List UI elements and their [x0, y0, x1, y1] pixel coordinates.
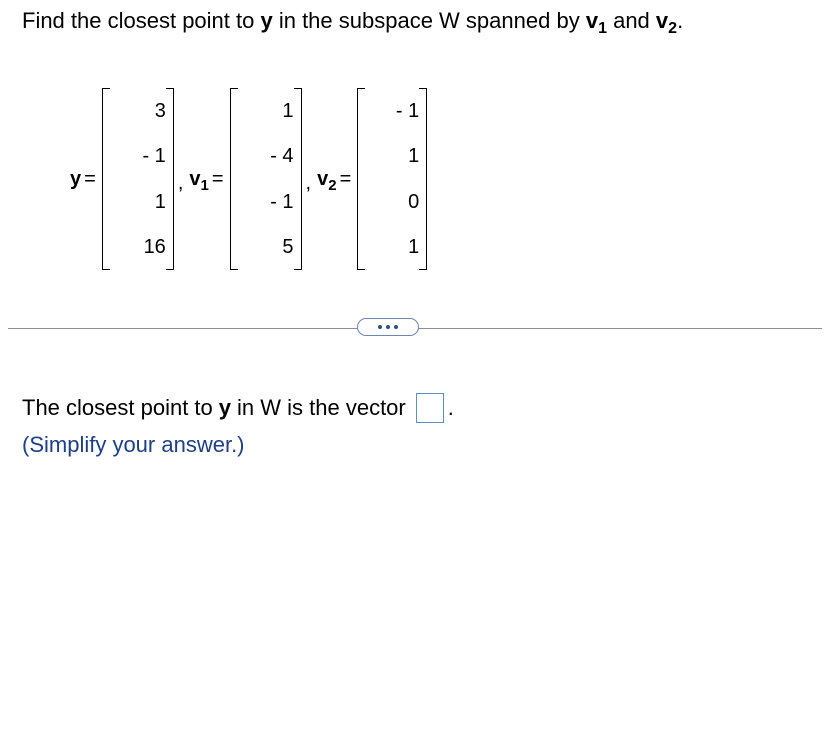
question-prefix: Find the closest point to: [22, 8, 261, 33]
y-label: y =: [70, 167, 96, 190]
question-y: y: [260, 8, 273, 33]
v2-entry: 0: [408, 190, 420, 213]
answer-input[interactable]: [416, 393, 444, 423]
v2-entry: - 1: [395, 99, 420, 122]
v1-vector: [230, 88, 302, 270]
simplify-hint: (Simplify your answer.): [22, 432, 245, 457]
question-end: .: [677, 8, 684, 33]
v1-entry: - 4: [270, 145, 294, 168]
v2-entry: 1: [408, 145, 420, 168]
answer-y: y: [218, 395, 232, 420]
question-and: and: [606, 8, 656, 33]
vector-equation: [70, 88, 427, 270]
v1-entry: 5: [282, 236, 294, 259]
y-vector: [102, 88, 174, 270]
y-entry: 16: [143, 236, 166, 259]
answer-line: [22, 393, 454, 423]
question-middle: in the subspace W spanned by: [272, 8, 586, 33]
comma: ,: [305, 171, 312, 194]
comma: ,: [177, 171, 184, 194]
v2-entry: 1: [408, 236, 420, 259]
v1-label: $v_1$ =: [189, 167, 224, 194]
ellipsis-icon: [378, 325, 382, 329]
y-entry: 1: [154, 190, 166, 213]
question-text: [22, 8, 684, 37]
v1-entry: 1: [282, 99, 294, 122]
answer-period: .: [447, 395, 454, 420]
answer-prefix: The closest point to: [22, 395, 213, 420]
v1-entry: - 1: [270, 190, 294, 213]
question-v2: $v_2$: [655, 8, 678, 37]
answer-suffix: in W is the vector: [237, 395, 406, 420]
more-options-button[interactable]: [357, 318, 419, 336]
y-entry: - 1: [142, 145, 166, 168]
question-v1: $v_1$: [585, 8, 607, 37]
v2-vector: [357, 88, 427, 270]
v2-label: $v_2$ =: [317, 167, 352, 194]
y-entry: 3: [154, 99, 166, 122]
